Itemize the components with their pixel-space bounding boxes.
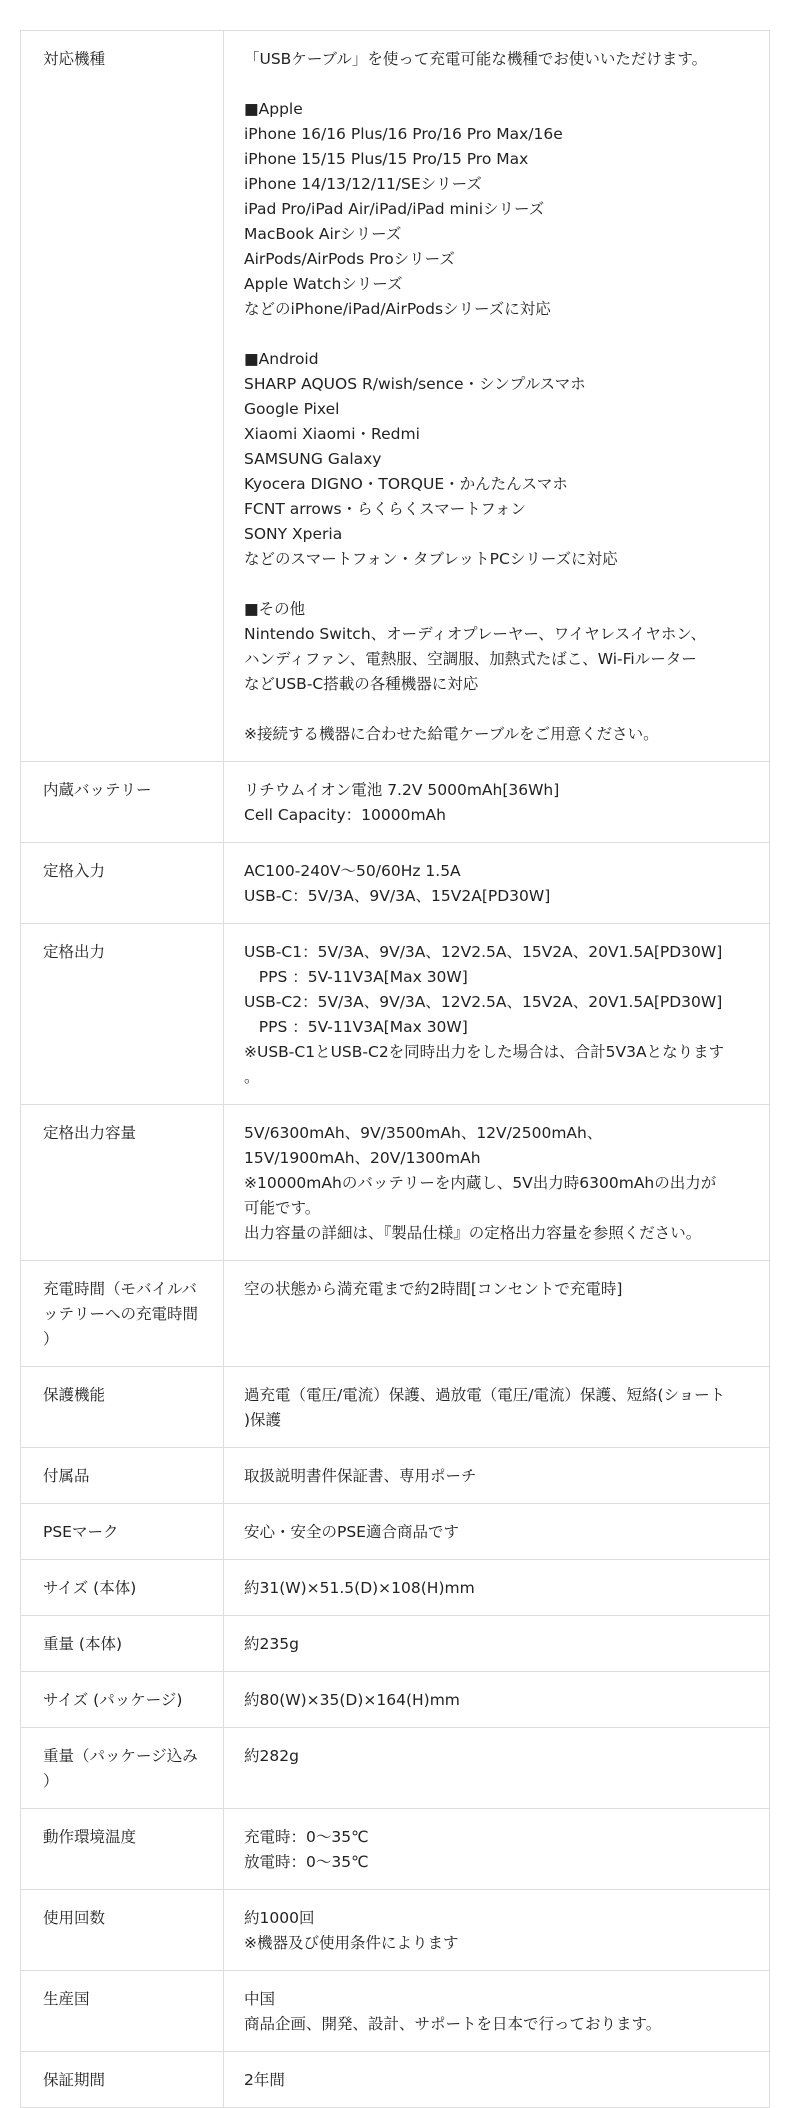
spec-value-line: AC100-240V～50/60Hz 1.5A <box>244 862 461 880</box>
spec-value <box>224 1105 770 1261</box>
spec-value-line: Google Pixel <box>244 400 340 418</box>
spec-value-line: MacBook Airシリーズ <box>244 225 402 243</box>
spec-row <box>21 1672 770 1728</box>
spec-label-line: 重量（パッケージ込み <box>43 1747 198 1765</box>
spec-value <box>224 762 770 843</box>
spec-value-line: USB-C2：5V/3A、9V/3A、12V2.5A、15V2A、20V1.5A[PD30W] <box>244 993 723 1011</box>
spec-value <box>224 1448 770 1504</box>
spec-value-line: 充電時：0～35℃ <box>244 1828 369 1846</box>
spec-value <box>224 1560 770 1616</box>
spec-value-line: Kyocera DIGNO・TORQUE・かんたんスマホ <box>244 475 568 493</box>
spec-value-line: ■その他 <box>244 600 306 618</box>
spec-row <box>21 1504 770 1560</box>
spec-value-line: 15V/1900mAh、20V/1300mAh <box>244 1149 481 1167</box>
spec-row <box>21 1616 770 1672</box>
spec-row <box>21 1448 770 1504</box>
spec-label <box>21 1728 224 1809</box>
spec-row <box>21 1809 770 1890</box>
spec-value-line: ※機器及び使用条件によります <box>244 1934 459 1952</box>
spec-label-line: ） <box>43 1330 59 1348</box>
spec-value-line <box>244 572 757 597</box>
spec-value <box>224 924 770 1105</box>
spec-value-line: iPad Pro/iPad Air/iPad/iPad miniシリーズ <box>244 200 545 218</box>
spec-value-line: PPS ：5V-11V3A[Max 30W] <box>244 968 468 986</box>
spec-value <box>224 31 770 762</box>
spec-value-line: 安心・安全のPSE適合商品です <box>244 1523 459 1541</box>
spec-value-line: SONY Xperia <box>244 525 343 543</box>
spec-label: 対応機種 <box>21 31 224 762</box>
spec-value-line: SAMSUNG Galaxy <box>244 450 382 468</box>
spec-value-line: ※USB-C1とUSB-C2を同時出力をした場合は、合計5V3Aとなります <box>244 1043 725 1061</box>
spec-value-line: 約31(W)×51.5(D)×108(H)mm <box>244 1579 475 1597</box>
spec-label: PSEマーク <box>21 1504 224 1560</box>
spec-value <box>224 1504 770 1560</box>
spec-value-line: 約235g <box>244 1635 299 1653</box>
spec-row <box>21 1105 770 1261</box>
spec-value-line: PPS ：5V-11V3A[Max 30W] <box>244 1018 468 1036</box>
spec-value <box>224 1261 770 1367</box>
spec-value-line: 可能です。 <box>244 1199 321 1217</box>
spec-value-line: などUSB-C搭載の各種機器に対応 <box>244 675 479 693</box>
spec-value-line: 約282g <box>244 1747 299 1765</box>
spec-label: 保護機能 <box>21 1367 224 1448</box>
spec-value-line: 空の状態から満充電まで約2時間[コンセントで充電時] <box>244 1280 623 1298</box>
spec-value-line: )保護 <box>244 1411 282 1429</box>
spec-value-line <box>244 697 757 722</box>
spec-value-line: Nintendo Switch、オーディオプレーヤー、ワイヤレスイヤホン、 <box>244 625 707 643</box>
spec-value-line: AirPods/AirPods Proシリーズ <box>244 250 455 268</box>
spec-row <box>21 1560 770 1616</box>
spec-label: サイズ (パッケージ) <box>21 1672 224 1728</box>
spec-row <box>21 762 770 843</box>
spec-label: 使用回数 <box>21 1890 224 1971</box>
spec-value-line: Cell Capacity：10000mAh <box>244 806 446 824</box>
spec-value-line: ※接続する機器に合わせた給電ケーブルをご用意ください。 <box>244 725 659 743</box>
spec-value-line: iPhone 16/16 Plus/16 Pro/16 Pro Max/16e <box>244 125 563 143</box>
spec-label: 保証期間 <box>21 2052 224 2108</box>
spec-label-line: ） <box>43 1772 59 1790</box>
spec-value-line: 「USBケーブル」を使って充電可能な機種でお使いいただけます。 <box>244 50 708 68</box>
spec-table <box>20 30 770 2108</box>
spec-value <box>224 1890 770 1971</box>
spec-label: サイズ (本体) <box>21 1560 224 1616</box>
spec-value-line: Apple Watchシリーズ <box>244 275 403 293</box>
spec-value-line: 2年間 <box>244 2071 285 2089</box>
spec-label <box>21 1261 224 1367</box>
spec-label: 定格出力容量 <box>21 1105 224 1261</box>
spec-label: 定格出力 <box>21 924 224 1105</box>
spec-row <box>21 1971 770 2052</box>
spec-value-line: 約1000回 <box>244 1909 315 1927</box>
spec-row <box>21 1890 770 1971</box>
spec-value <box>224 843 770 924</box>
spec-label-line: ッテリーへの充電時間 <box>43 1305 199 1323</box>
spec-value <box>224 1728 770 1809</box>
spec-value-line: などのスマートフォン・タブレットPCシリーズに対応 <box>244 550 618 568</box>
spec-value-line: iPhone 15/15 Plus/15 Pro/15 Pro Max <box>244 150 529 168</box>
spec-value-line: リチウムイオン電池 7.2V 5000mAh[36Wh] <box>244 781 560 799</box>
spec-value <box>224 1367 770 1448</box>
spec-row <box>21 924 770 1105</box>
spec-row <box>21 2052 770 2108</box>
spec-value-line: FCNT arrows・らくらくスマートフォン <box>244 500 527 518</box>
spec-value <box>224 1672 770 1728</box>
spec-value-line: 取扱説明書件保証書、専用ポーチ <box>244 1467 477 1485</box>
spec-label: 動作環境温度 <box>21 1809 224 1890</box>
spec-label: 生産国 <box>21 1971 224 2052</box>
spec-value <box>224 1971 770 2052</box>
spec-label-line: 充電時間（モバイルバ <box>43 1280 197 1298</box>
spec-value-line: SHARP AQUOS R/wish/sence・シンプルスマホ <box>244 375 586 393</box>
spec-value <box>224 1616 770 1672</box>
spec-row <box>21 1261 770 1367</box>
spec-row <box>21 843 770 924</box>
spec-row <box>21 31 770 762</box>
spec-value-line: iPhone 14/13/12/11/SEシリーズ <box>244 175 482 193</box>
spec-row <box>21 1367 770 1448</box>
spec-value-line: ハンディファン、電熱服、空調服、加熱式たばこ、Wi-Fiルーター <box>244 650 697 668</box>
spec-value-line: USB-C：5V/3A、9V/3A、15V2A[PD30W] <box>244 887 551 905</box>
spec-label: 重量 (本体) <box>21 1616 224 1672</box>
spec-value <box>224 1809 770 1890</box>
spec-label: 内蔵バッテリー <box>21 762 224 843</box>
spec-value-line: などのiPhone/iPad/AirPodsシリーズに対応 <box>244 300 551 318</box>
spec-label: 定格入力 <box>21 843 224 924</box>
spec-value-line: 。 <box>244 1068 260 1086</box>
spec-value-line: Xiaomi Xiaomi・Redmi <box>244 425 420 443</box>
spec-value-line: 出力容量の詳細は、『製品仕様』の定格出力容量を参照ください。 <box>244 1224 702 1242</box>
spec-value-line: 約80(W)×35(D)×164(H)mm <box>244 1691 460 1709</box>
spec-value-line <box>244 72 757 97</box>
spec-value-line: 商品企画、開発、設計、サポートを日本で行っております。 <box>244 2015 662 2033</box>
spec-value-line: ■Apple <box>244 100 303 118</box>
spec-row <box>21 1728 770 1809</box>
spec-value-line: 放電時：0～35℃ <box>244 1853 369 1871</box>
spec-table-body <box>21 31 770 2108</box>
spec-value-line: 中国 <box>244 1990 276 2008</box>
spec-value-line: ■Android <box>244 350 319 368</box>
spec-value <box>224 2052 770 2108</box>
spec-value-line: 過充電（電圧/電流）保護、過放電（電圧/電流）保護、短絡(ショート <box>244 1386 726 1404</box>
spec-value-line <box>244 322 757 347</box>
spec-value-line: 5V/6300mAh、9V/3500mAh、12V/2500mAh、 <box>244 1124 603 1142</box>
spec-value-line: ※10000mAhのバッテリーを内蔵し、5V出力時6300mAhの出力が <box>244 1174 717 1192</box>
spec-value-line: USB-C1：5V/3A、9V/3A、12V2.5A、15V2A、20V1.5A[PD30W] <box>244 943 723 961</box>
spec-label: 付属品 <box>21 1448 224 1504</box>
